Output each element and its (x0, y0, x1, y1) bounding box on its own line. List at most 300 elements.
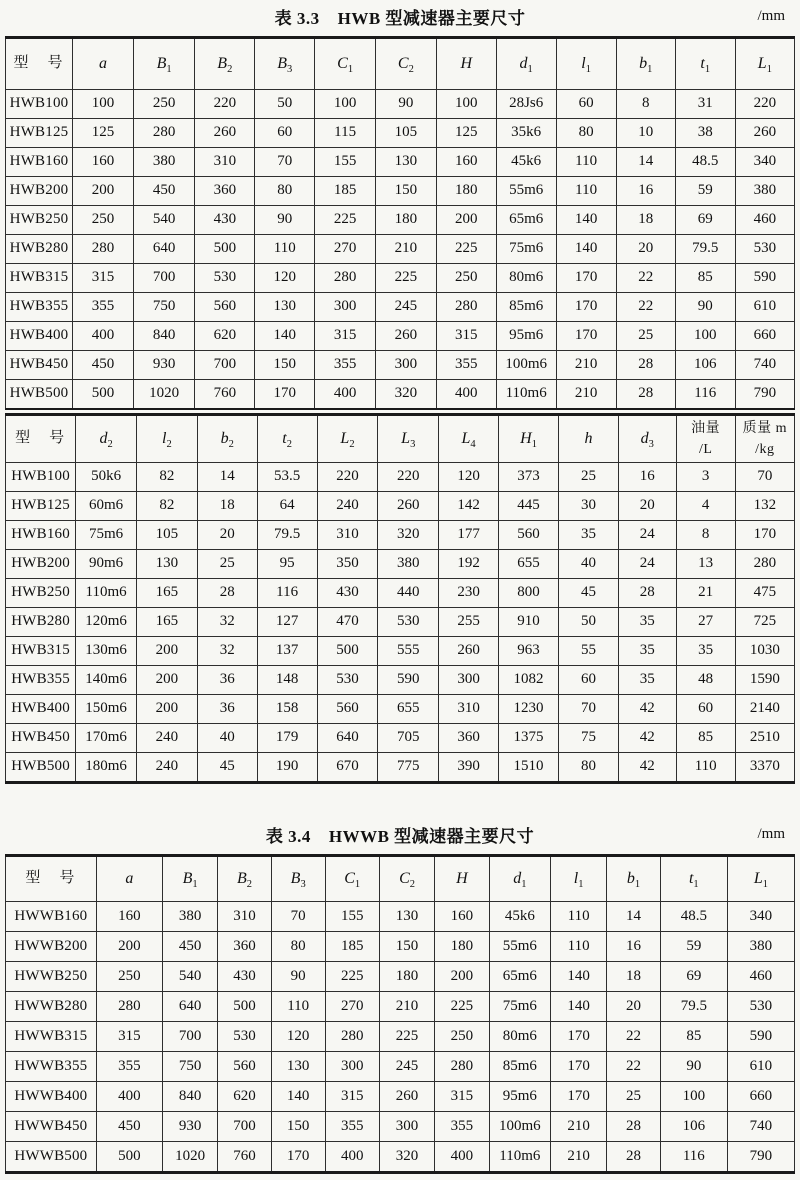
value-cell: 200 (96, 932, 162, 962)
value-cell: 750 (163, 1052, 218, 1082)
model-cell: HWB450 (6, 351, 73, 380)
value-cell: 500 (195, 235, 255, 264)
model-cell: HWB500 (6, 753, 76, 783)
value-cell: 620 (218, 1082, 272, 1112)
value-cell: 530 (727, 992, 794, 1022)
value-cell: 280 (96, 992, 162, 1022)
value-cell: 200 (136, 666, 197, 695)
model-cell: HWB200 (6, 550, 76, 579)
value-cell: 220 (378, 463, 439, 492)
table-3-4 (5, 854, 795, 1174)
value-cell: 106 (660, 1112, 727, 1142)
value-cell: 48.5 (660, 902, 727, 932)
table-row (6, 666, 795, 695)
value-cell: 55m6 (496, 177, 556, 206)
model-cell: HWWB355 (6, 1052, 97, 1082)
value-cell: 165 (136, 608, 197, 637)
value-cell: 530 (195, 264, 255, 293)
value-cell: 180m6 (76, 753, 137, 783)
value-cell: 500 (96, 1142, 162, 1173)
value-cell: 130m6 (76, 637, 137, 666)
value-cell: 28 (618, 579, 676, 608)
value-cell: 355 (73, 293, 134, 322)
column-header: $L_1$ (727, 856, 794, 902)
value-cell: 140 (551, 962, 607, 992)
value-cell: 100 (315, 90, 376, 119)
value-cell: 170 (556, 293, 616, 322)
value-cell: 110 (676, 753, 735, 783)
value-cell: 250 (96, 962, 162, 992)
value-cell: 150 (376, 177, 437, 206)
value-cell: 190 (257, 753, 317, 783)
model-cell: HWB125 (6, 119, 73, 148)
value-cell: 280 (436, 293, 496, 322)
value-cell: 53.5 (257, 463, 317, 492)
value-cell: 760 (195, 380, 255, 410)
column-header: $B_1$ (163, 856, 218, 902)
value-cell: 260 (439, 637, 499, 666)
value-cell: 200 (436, 206, 496, 235)
value-cell: 220 (317, 463, 378, 492)
value-cell: 28 (607, 1112, 661, 1142)
value-cell: 35 (559, 521, 619, 550)
value-cell: 740 (727, 1112, 794, 1142)
value-cell: 210 (551, 1112, 607, 1142)
value-cell: 740 (735, 351, 794, 380)
value-cell: 100m6 (496, 351, 556, 380)
value-cell: 310 (439, 695, 499, 724)
value-cell: 220 (735, 90, 794, 119)
value-cell: 1020 (163, 1142, 218, 1173)
value-cell: 120 (439, 463, 499, 492)
column-header: $b_1$ (616, 38, 675, 90)
value-cell: 116 (257, 579, 317, 608)
column-header: $t_1$ (660, 856, 727, 902)
value-cell: 555 (378, 637, 439, 666)
value-cell: 200 (136, 637, 197, 666)
model-cell: HWB125 (6, 492, 76, 521)
table-row (6, 322, 795, 351)
value-cell: 158 (257, 695, 317, 724)
model-column-header: 型 号 (6, 415, 76, 463)
value-cell: 245 (376, 293, 437, 322)
value-cell: 20 (618, 492, 676, 521)
column-header: a (73, 38, 134, 90)
value-cell: 225 (315, 206, 376, 235)
table-row (6, 119, 795, 148)
value-cell: 45k6 (489, 902, 551, 932)
model-cell: HWB280 (6, 235, 73, 264)
table-row (6, 351, 795, 380)
value-cell: 963 (499, 637, 559, 666)
value-cell: 75m6 (489, 992, 551, 1022)
value-cell: 170 (255, 380, 315, 410)
value-cell: 315 (73, 264, 134, 293)
value-cell: 2140 (735, 695, 794, 724)
model-cell: HWB355 (6, 293, 73, 322)
value-cell: 177 (439, 521, 499, 550)
value-cell: 150m6 (76, 695, 137, 724)
value-cell: 430 (317, 579, 378, 608)
table-3-3-upper-section (5, 36, 795, 410)
model-cell: HWB160 (6, 521, 76, 550)
value-cell: 250 (435, 1022, 489, 1052)
value-cell: 350 (317, 550, 378, 579)
value-cell: 590 (727, 1022, 794, 1052)
value-cell: 245 (379, 1052, 434, 1082)
value-cell: 700 (218, 1112, 272, 1142)
table-row (6, 177, 795, 206)
value-cell: 110 (556, 177, 616, 206)
value-cell: 500 (73, 380, 134, 410)
value-cell: 140 (551, 992, 607, 1022)
model-cell: HWWB200 (6, 932, 97, 962)
value-cell: 75m6 (496, 235, 556, 264)
value-cell: 400 (435, 1142, 489, 1173)
column-header: $l_1$ (556, 38, 616, 90)
value-cell: 530 (378, 608, 439, 637)
value-cell: 185 (325, 932, 379, 962)
column-header: $l_1$ (551, 856, 607, 902)
value-cell: 440 (378, 579, 439, 608)
value-cell: 42 (618, 753, 676, 783)
value-cell: 225 (436, 235, 496, 264)
table-row (6, 695, 795, 724)
model-cell: HWWB400 (6, 1082, 97, 1112)
value-cell: 140m6 (76, 666, 137, 695)
value-cell: 355 (325, 1112, 379, 1142)
value-cell: 340 (735, 148, 794, 177)
value-cell: 60 (559, 666, 619, 695)
value-cell: 380 (133, 148, 195, 177)
value-cell: 116 (660, 1142, 727, 1173)
value-cell: 140 (271, 1082, 325, 1112)
value-cell: 355 (436, 351, 496, 380)
model-cell: HWB400 (6, 322, 73, 351)
value-cell: 80m6 (496, 264, 556, 293)
value-cell: 170 (551, 1052, 607, 1082)
value-cell: 60m6 (76, 492, 137, 521)
value-cell: 18 (607, 962, 661, 992)
value-cell: 70 (559, 695, 619, 724)
value-cell: 192 (439, 550, 499, 579)
model-cell: HWB100 (6, 463, 76, 492)
table-row (6, 579, 795, 608)
value-cell: 64 (257, 492, 317, 521)
value-cell: 95m6 (496, 322, 556, 351)
value-cell: 155 (325, 902, 379, 932)
value-cell: 80 (255, 177, 315, 206)
value-cell: 660 (727, 1082, 794, 1112)
value-cell: 280 (133, 119, 195, 148)
value-cell: 38 (675, 119, 735, 148)
table-3-3-caption-row (9, 6, 791, 32)
value-cell: 380 (727, 932, 794, 962)
table-row (6, 1082, 795, 1112)
column-header: $L_2$ (317, 415, 378, 463)
value-cell: 930 (133, 351, 195, 380)
value-cell: 300 (325, 1052, 379, 1082)
value-cell: 20 (607, 992, 661, 1022)
value-cell: 40 (559, 550, 619, 579)
value-cell: 35 (676, 637, 735, 666)
value-cell: 120 (255, 264, 315, 293)
value-cell: 25 (197, 550, 257, 579)
value-cell: 260 (379, 1082, 434, 1112)
value-cell: 315 (436, 322, 496, 351)
value-cell: 170 (271, 1142, 325, 1173)
value-cell: 200 (136, 695, 197, 724)
value-cell: 260 (735, 119, 794, 148)
table-row (6, 264, 795, 293)
value-cell: 210 (556, 351, 616, 380)
table-row (6, 724, 795, 753)
table-3-4-unit-label: /mm (757, 826, 785, 842)
value-cell: 79.5 (660, 992, 727, 1022)
value-cell: 95 (257, 550, 317, 579)
value-cell: 300 (439, 666, 499, 695)
value-cell: 25 (616, 322, 675, 351)
value-cell: 55m6 (489, 932, 551, 962)
value-cell: 800 (499, 579, 559, 608)
value-cell: 125 (73, 119, 134, 148)
value-cell: 90 (255, 206, 315, 235)
value-cell: 60 (255, 119, 315, 148)
value-cell: 210 (376, 235, 437, 264)
table-row (6, 1022, 795, 1052)
value-cell: 35k6 (496, 119, 556, 148)
value-cell: 260 (376, 322, 437, 351)
value-cell: 80 (559, 753, 619, 783)
column-header: $H_1$ (499, 415, 559, 463)
value-cell: 82 (136, 492, 197, 521)
value-cell: 640 (317, 724, 378, 753)
value-cell: 355 (96, 1052, 162, 1082)
value-cell: 55 (559, 637, 619, 666)
column-header-two-line: 油量 /L (676, 415, 735, 463)
value-cell: 179 (257, 724, 317, 753)
value-cell: 380 (378, 550, 439, 579)
value-cell: 320 (378, 521, 439, 550)
value-cell: 36 (197, 695, 257, 724)
value-cell: 610 (727, 1052, 794, 1082)
table-3-3-lower-section (5, 413, 795, 784)
value-cell: 225 (376, 264, 437, 293)
value-cell: 130 (255, 293, 315, 322)
value-cell: 130 (271, 1052, 325, 1082)
value-cell: 30 (559, 492, 619, 521)
value-cell: 300 (379, 1112, 434, 1142)
value-cell: 110 (551, 932, 607, 962)
value-cell: 70 (735, 463, 794, 492)
value-cell: 22 (607, 1052, 661, 1082)
table-3-3-number: 表 3.3 (274, 9, 320, 28)
column-header: $d_1$ (489, 856, 551, 902)
value-cell: 110 (556, 148, 616, 177)
value-cell: 640 (133, 235, 195, 264)
model-column-header: 型 号 (6, 38, 73, 90)
value-cell: 150 (255, 351, 315, 380)
value-cell: 2510 (735, 724, 794, 753)
column-header-two-line: 质量 m /kg (735, 415, 794, 463)
value-cell: 610 (735, 293, 794, 322)
value-cell: 590 (735, 264, 794, 293)
table-3-3-unit-label: /mm (757, 8, 785, 24)
value-cell: 14 (607, 902, 661, 932)
value-cell: 400 (96, 1082, 162, 1112)
value-cell: 106 (675, 351, 735, 380)
value-cell: 110m6 (496, 380, 556, 410)
value-cell: 35 (618, 666, 676, 695)
value-cell: 95m6 (489, 1082, 551, 1112)
value-cell: 640 (163, 992, 218, 1022)
value-cell: 450 (133, 177, 195, 206)
value-cell: 250 (73, 206, 134, 235)
value-cell: 22 (616, 264, 675, 293)
column-header: H (435, 856, 489, 902)
value-cell: 250 (436, 264, 496, 293)
value-cell: 270 (315, 235, 376, 264)
value-cell: 82 (136, 463, 197, 492)
value-cell: 42 (618, 724, 676, 753)
value-cell: 170 (551, 1022, 607, 1052)
header-row (6, 38, 795, 90)
model-cell: HWB315 (6, 637, 76, 666)
value-cell: 400 (73, 322, 134, 351)
value-cell: 450 (96, 1112, 162, 1142)
value-cell: 70 (255, 148, 315, 177)
column-header: $B_3$ (255, 38, 315, 90)
value-cell: 445 (499, 492, 559, 521)
column-header: $b_1$ (607, 856, 661, 902)
value-cell: 90 (675, 293, 735, 322)
column-header: $d_2$ (76, 415, 137, 463)
model-cell: HWB250 (6, 579, 76, 608)
table-row (6, 992, 795, 1022)
value-cell: 115 (315, 119, 376, 148)
value-cell: 132 (735, 492, 794, 521)
value-cell: 315 (315, 322, 376, 351)
value-cell: 185 (315, 177, 376, 206)
value-cell: 180 (435, 932, 489, 962)
value-cell: 85 (660, 1022, 727, 1052)
value-cell: 148 (257, 666, 317, 695)
value-cell: 790 (735, 380, 794, 410)
value-cell: 70 (271, 902, 325, 932)
value-cell: 310 (218, 902, 272, 932)
model-cell: HWB200 (6, 177, 73, 206)
value-cell: 160 (436, 148, 496, 177)
value-cell: 170 (551, 1082, 607, 1112)
table-row (6, 90, 795, 119)
value-cell: 315 (96, 1022, 162, 1052)
model-cell: HWB500 (6, 380, 73, 410)
column-header: $b_2$ (197, 415, 257, 463)
value-cell: 260 (378, 492, 439, 521)
value-cell: 85 (676, 724, 735, 753)
value-cell: 22 (607, 1022, 661, 1052)
column-header: $t_2$ (257, 415, 317, 463)
value-cell: 90 (660, 1052, 727, 1082)
value-cell: 200 (435, 962, 489, 992)
value-cell: 750 (133, 293, 195, 322)
model-cell: HWB160 (6, 148, 73, 177)
value-cell: 80m6 (489, 1022, 551, 1052)
value-cell: 430 (218, 962, 272, 992)
value-cell: 315 (435, 1082, 489, 1112)
table-row (6, 206, 795, 235)
column-header: $B_3$ (271, 856, 325, 902)
column-header: $C_1$ (315, 38, 376, 90)
column-header: $B_2$ (195, 38, 255, 90)
value-cell: 116 (675, 380, 735, 410)
value-cell: 470 (317, 608, 378, 637)
value-cell: 69 (675, 206, 735, 235)
value-cell: 36 (197, 666, 257, 695)
value-cell: 50 (559, 608, 619, 637)
value-cell: 280 (735, 550, 794, 579)
value-cell: 45 (559, 579, 619, 608)
value-cell: 80 (556, 119, 616, 148)
column-header: $L_1$ (735, 38, 794, 90)
value-cell: 475 (735, 579, 794, 608)
value-cell: 20 (197, 521, 257, 550)
model-cell: HWB400 (6, 695, 76, 724)
column-header: H (436, 38, 496, 90)
value-cell: 110m6 (489, 1142, 551, 1173)
value-cell: 50 (255, 90, 315, 119)
value-cell: 110 (551, 902, 607, 932)
value-cell: 260 (195, 119, 255, 148)
value-cell: 32 (197, 637, 257, 666)
value-cell: 40 (197, 724, 257, 753)
column-header: $B_2$ (218, 856, 272, 902)
value-cell: 180 (436, 177, 496, 206)
value-cell: 120 (271, 1022, 325, 1052)
model-cell: HWB250 (6, 206, 73, 235)
value-cell: 280 (315, 264, 376, 293)
value-cell: 1030 (735, 637, 794, 666)
value-cell: 170m6 (76, 724, 137, 753)
value-cell: 170 (556, 264, 616, 293)
value-cell: 210 (556, 380, 616, 410)
value-cell: 8 (616, 90, 675, 119)
value-cell: 250 (133, 90, 195, 119)
model-cell: HWWB315 (6, 1022, 97, 1052)
value-cell: 100 (73, 90, 134, 119)
value-cell: 1590 (735, 666, 794, 695)
value-cell: 280 (435, 1052, 489, 1082)
value-cell: 355 (315, 351, 376, 380)
value-cell: 620 (195, 322, 255, 351)
value-cell: 560 (317, 695, 378, 724)
value-cell: 28 (197, 579, 257, 608)
value-cell: 530 (218, 1022, 272, 1052)
value-cell: 360 (218, 932, 272, 962)
value-cell: 16 (607, 932, 661, 962)
table-row (6, 962, 795, 992)
value-cell: 150 (271, 1112, 325, 1142)
value-cell: 655 (378, 695, 439, 724)
value-cell: 320 (379, 1142, 434, 1173)
value-cell: 230 (439, 579, 499, 608)
value-cell: 130 (376, 148, 437, 177)
value-cell: 85 (675, 264, 735, 293)
value-cell: 540 (133, 206, 195, 235)
value-cell: 210 (551, 1142, 607, 1173)
table-row (6, 148, 795, 177)
header-row (6, 856, 795, 902)
